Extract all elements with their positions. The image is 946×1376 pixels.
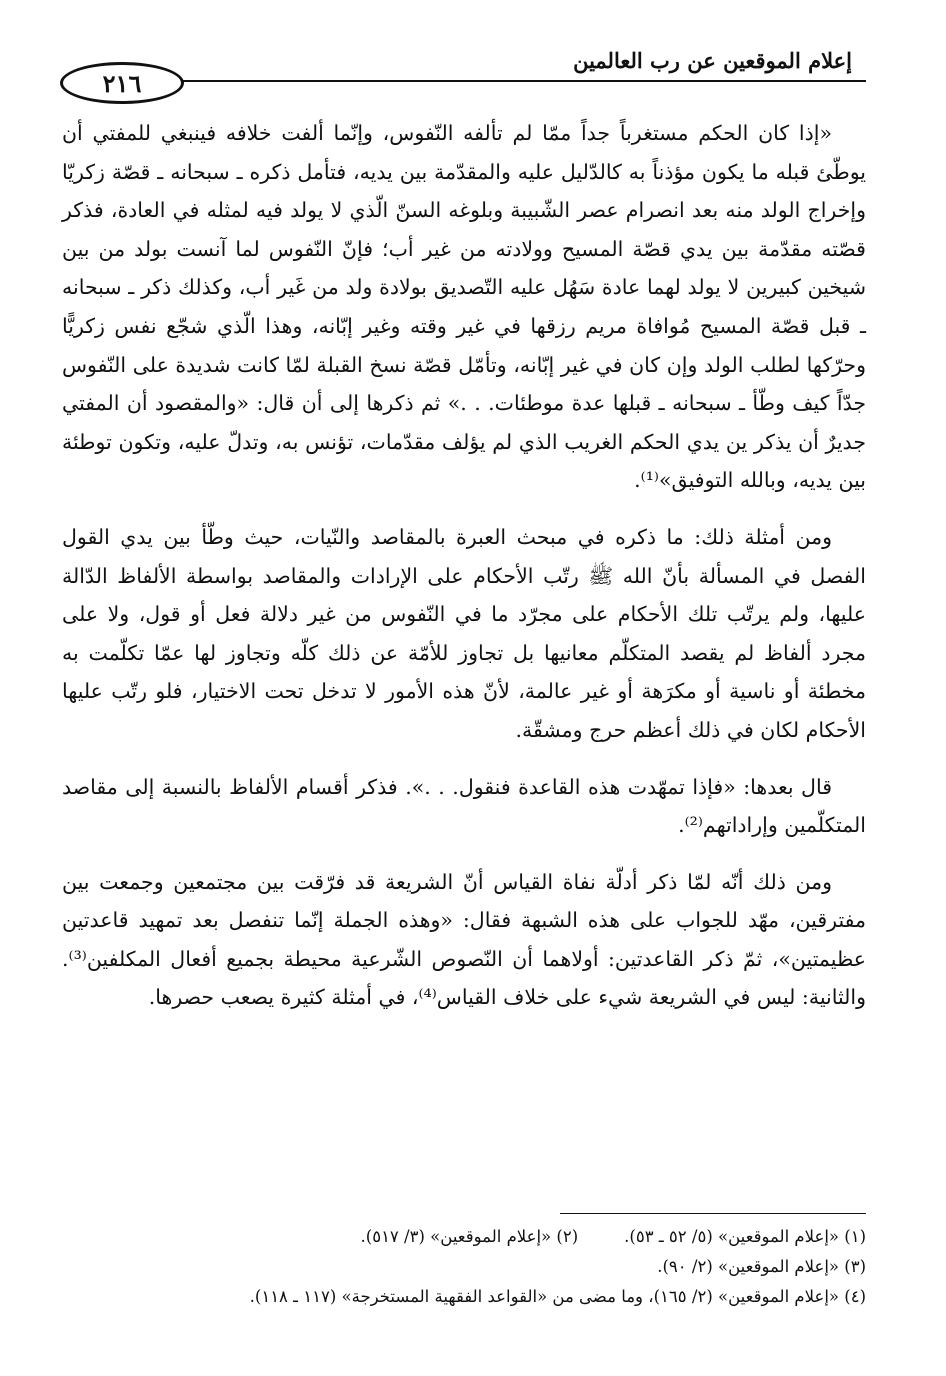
paragraph-4: ومن ذلك أنّه لمّا ذكر أدلّة نفاة القياس أنّ الشريعة قد فرّقت بين مجتمعين وجمعت بين مفترقين، مهّد للجواب على هذه الشبهة فقال: «وهذه الجملة إنّما تنفصل بعد تمهيد قاعدتين عظيمتين»، ثمّ ذكر القاعدتين: أولاهما أن النّصوص الشّرعية محيطة بجميع أفعال المكلفين⁽³⁾. والثانية: ليس في الشريعة شيء على خلاف القياس⁽⁴⁾، في أمثلة كثيرة يصعب حصرها. <box>62 869 866 1010</box>
paragraph-2: ومن أمثلة ذلك: ما ذكره في مبحث العبرة بالمقاصد والنّيات، حيث وطّأ بين يدي القول الفصل في المسألة بأنّ الله ﷺ رتّب الأحكام على الإرادات والمقاصد بواسطة الألفاظ الدّالة عليها، ولم يرتّب تلك الأحكام على مجرّد ما في النّفوس من غير دلالة فعل أو قول، ولا على مجرد ألفاظ لم يقصد المتكلّم معانيها بل تجاوز للأمّة عن ذلك كلّه وتجاوز لها عمّا تكلّمت به مخطئة أو ناسية أو مكرَهة أو غير عالمة، لأنّ هذه الأمور لا تدخل تحت الاختيار، فلو رتّب عليها الأحكام لكان في ذلك أعظم حرج ومشقّة. <box>62 524 866 742</box>
paragraph-1: «إذا كان الحكم مستغرباً جداً ممّا لم تألفه النّفوس، وإنّما ألفت خلافه فينبغي للمفتي أن يوطّئ قبله ما يكون مؤذناً به كالدّليل عليه والمقدّمة بين يديه، فتأمل ذكره ـ سبحانه ـ قصّة زكريّا وإخراج الولد منه بعد انصرام عصر الشّبيبة وبلوغه السنّ الّذي لا يولد فيه لمثله في العادة، فذكر قصّته مقدّمة بين يدي قصّة المسيح وولادته من غير أب؛ فإنّ النّفوس لما آنست بولد من بين شيخين كبيرين لا يولد لهما عادة سَهُل عليه التّصديق بولادة ولد من غَير أب، وكذلك ذكر ـ سبحانه ـ قبل قصّة المسيح مُوافاة مريم رزقها في غير وقته وغير إبّانه، وهذا الّذي شجّع نفس زكريًّا وحرّكها لطلب الولد وإن كان في غير إبّانه، وتأمّل قصّة نسخ القبلة لمّا كانت شديدة على النّفوس جدّاً كيف وطّأ ـ سبحانه ـ قبلها عدة موطئات. . .» ثم ذكرها إلى أن قال: «والمقصود أن المفتي جديرٌ أن يذكر ين يدي الحكم الغريب الذي لم يؤلف مقدّمات، تؤنس به، وتدلّ عليه، وتكون توطئة بين يديه، وبالله التوفيق»⁽¹⁾. <box>62 121 866 493</box>
page-header <box>60 40 866 110</box>
paragraph-3: قال بعدها: «فإذا تمهّدت هذه القاعدة فنقول. . .». فذكر أقسام الألفاظ بالنسبة إلى مقاصد المتكلّمين وإراداتهم⁽²⁾. <box>62 774 866 838</box>
footnotes <box>62 1222 866 1312</box>
footnote-1: (١) «إعلام الموقعين» (٥/ ٥٢ ـ ٥٣). <box>624 1227 866 1246</box>
footnote-row <box>62 1222 866 1252</box>
main-text <box>62 114 866 1035</box>
running-title: إعلام الموقعين عن رب العالمين <box>573 48 852 73</box>
footnote-3: (٣) «إعلام الموقعين» (٢/ ٩٠). <box>657 1257 866 1276</box>
footnote-row <box>62 1282 866 1312</box>
footnote-4: (٤) «إعلام الموقعين» (٢/ ١٦٥)، وما مضى من «القواعد الفقهية المستخرجة» (١١٧ ـ ١١٨). <box>249 1287 866 1306</box>
header-rule <box>86 80 866 82</box>
footnote-separator <box>560 1213 866 1214</box>
footnote-row <box>62 1252 866 1282</box>
page-number: ٢١٦ <box>60 62 184 104</box>
footnote-2: (٢) «إعلام الموقعين» (٣/ ٥١٧). <box>360 1227 579 1246</box>
